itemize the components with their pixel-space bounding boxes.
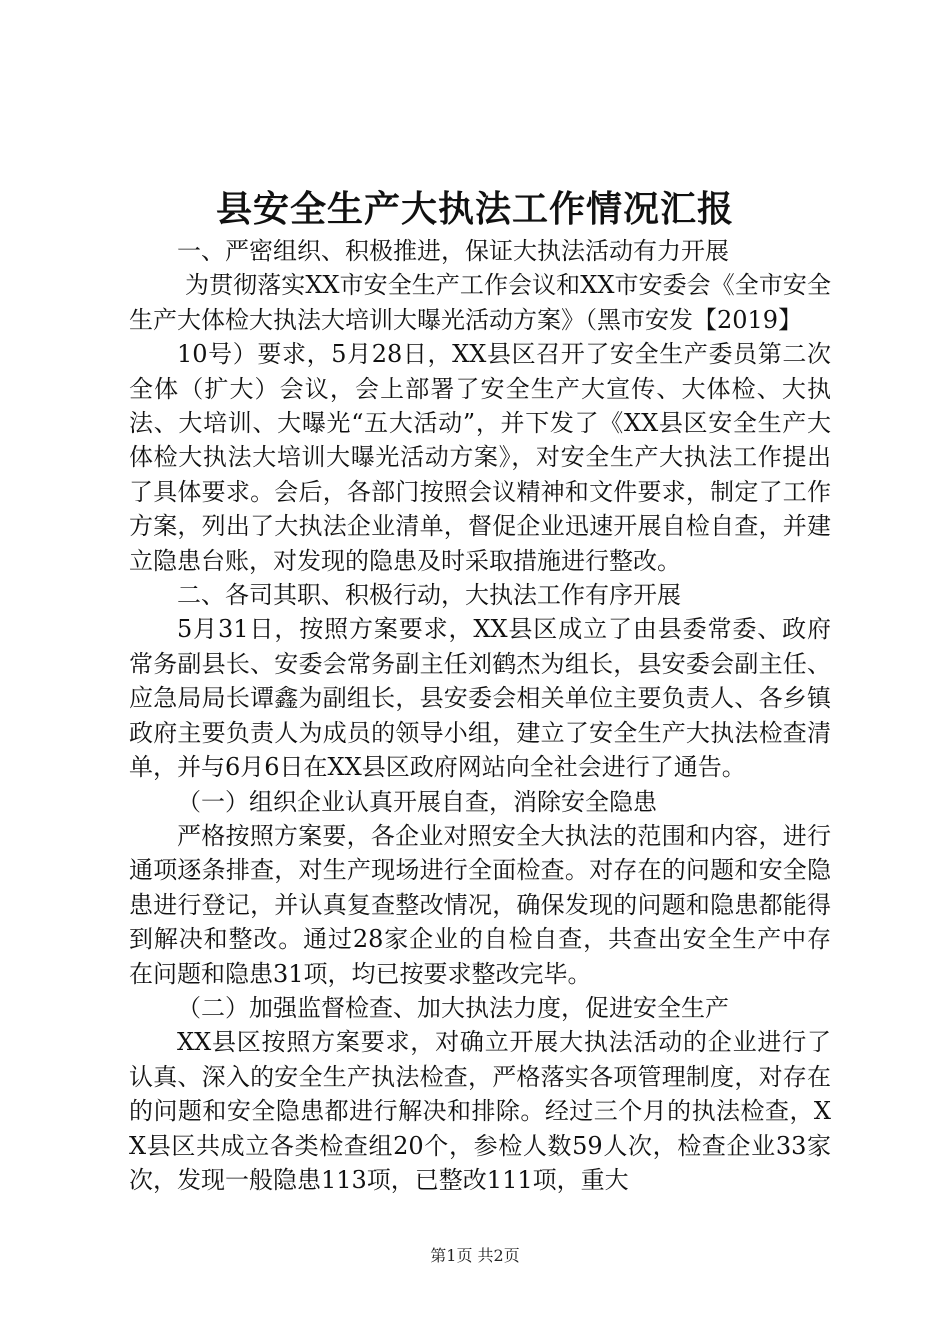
body-paragraph-3: 5月31日，按照方案要求，XX县区成立了由县委常委、政府常务副县长、安委会常务副主任刘鹤杰为组长，县安委会副主任、应急局局长谭鑫为副组长，县安委会相关单位主要负责人、各乡镇政府主要负责人为成员的领导小组，建立了安全生产大执法检查清单，并与6月6日在XX县区政府网站向全社会进行了通告。 [129,615,831,782]
body-paragraph-1: 为贯彻落实XX市安全生产工作会议和XX市安委会《全市安全生产大体检大执法大培训大曝光活动方案》（黑市安发【2019】 [129,271,831,334]
section-heading-1: 一、严密组织、积极推进，保证大执法活动有力开展 [177,237,729,265]
subsection-heading-2: （二）加强监督检查、加大执法力度，促进安全生产 [177,993,729,1022]
document-title: 县安全生产大执法工作情况汇报 [215,188,734,230]
page-footer: 第1页 共2页 [430,1246,520,1265]
subsection-heading-1: （一）组织企业认真开展自查，消除安全隐患 [177,787,657,816]
document-body [129,234,831,1197]
section-heading-2: 二、各司其职、积极行动，大执法工作有序开展 [177,581,681,610]
body-paragraph-2: 10号）要求，5月28日，XX县区召开了安全生产委员第二次全体（扩大）会议，会上部署了安全生产大宣传、大体检、大执法、大培训、大曝光“五大活动”，并下发了《XX县区安全生产大体检大执法大培训大曝光活动方案》，对安全生产大执法工作提出了具体要求。会后，各部门按照会议精神和文件要求，制定了工作方案，列出了大执法企业清单，督促企业迅速开展自检自查，并建立隐患台账，对发现的隐患及时采取措施进行整改。 [129,340,831,575]
body-paragraph-4: 严格按照方案要，各企业对照安全大执法的范围和内容，进行通项逐条排查，对生产现场进行全面检查。对存在的问题和安全隐患进行登记，并认真复查整改情况，确保发现的问题和隐患都能得到解决和整改。通过28家企业的自检自查，共查出安全生产中存在问题和隐患31项，均已按要求整改完毕。 [129,821,831,988]
body-paragraph-5: XX县区按照方案要求，对确立开展大执法活动的企业进行了认真、深入的安全生产执法检查，严格落实各项管理制度，对存在的问题和安全隐患都进行解决和排除。经过三个月的执法检查，XX县区共成立各类检查组20个，参检人数59人次，检查企业33家次，发现一般隐患113项，已整改111项，重大 [129,1028,831,1194]
